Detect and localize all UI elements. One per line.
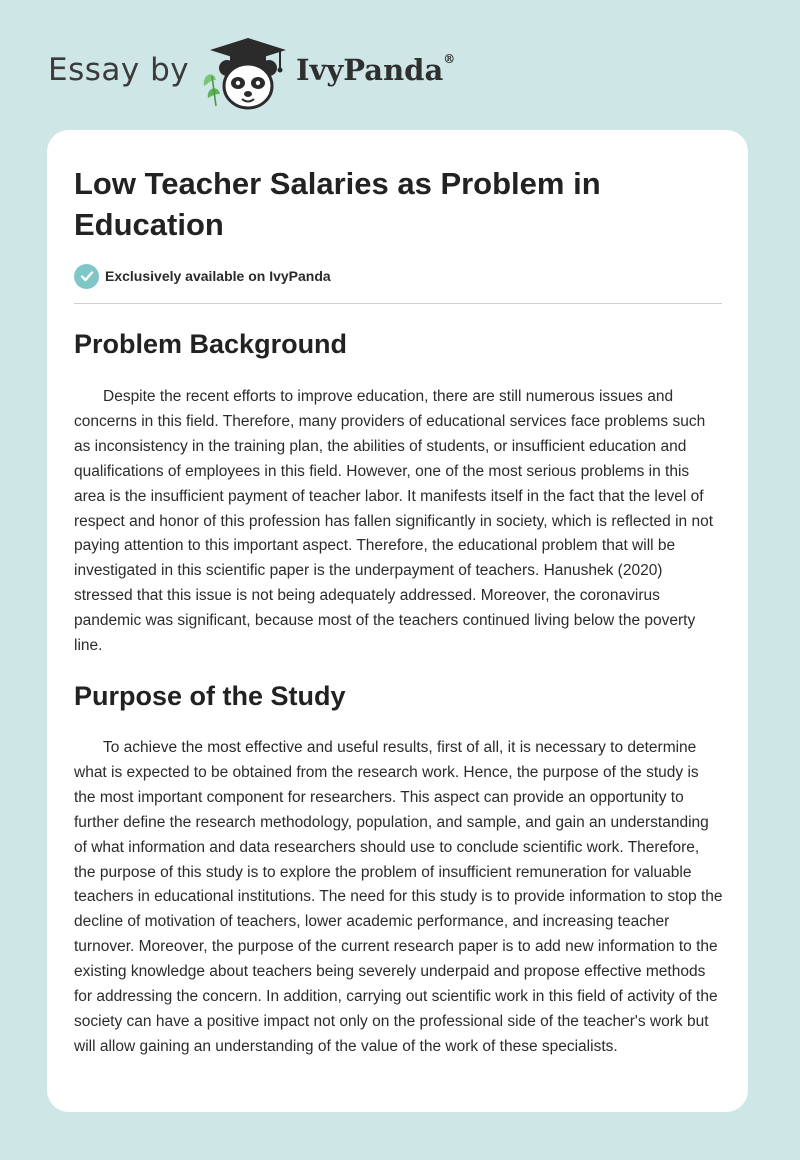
essay-by-label: Essay by xyxy=(48,52,190,88)
page-title: Low Teacher Salaries as Problem in Education xyxy=(74,166,601,242)
section-heading-purpose-of-study: Purpose of the Study xyxy=(74,681,346,711)
registered-mark: ® xyxy=(443,52,456,67)
section-body-problem-background: Despite the recent efforts to improve education, there are still numerous issues and concerns in this field. Therefore, many providers of educational services face problems such as inconsistency in the training plan, the abilities of students, or insufficient education and qualifications of employees in this field. However, one of the most serious problems in this area is the insufficient payment of teacher labor. It manifests itself in the fact that the level of respect and honor of this profession has fallen significantly in society, which is reflected in not paying attention to this important aspect. Therefore, the educational problem that will be investigated in this scientific paper is the underpayment of teachers. Hanushek (2020) stressed that this issue is not being adequately addressed. Moreover, the coronavirus pandemic was significant, because most of the teachers continued living below the poverty line. xyxy=(74,388,713,655)
brand-name[interactable] xyxy=(296,53,455,87)
section-heading-problem-background: Problem Background xyxy=(74,329,348,359)
leaf-icon xyxy=(204,74,220,106)
brand-name-text: IvyPanda xyxy=(296,53,444,87)
site-header xyxy=(0,0,800,130)
essay-card xyxy=(47,130,748,1112)
badge-label: Exclusively available on IvyPanda xyxy=(105,268,331,284)
divider xyxy=(74,303,722,304)
panda-logo-icon[interactable] xyxy=(200,36,290,112)
section-body-purpose-of-study: To achieve the most effective and useful results, first of all, it is necessary to determine what is expected to be obtained from the research work. Hence, the purpose of the study is the most important component for researchers. This aspect can provide an opportunity to further define the research methodology, population, and sample, and gain an understanding of what information and data researchers should use to conclude scientific work. Therefore, the purpose of this study is to explore the problem of insufficient remuneration for valuable teachers in educational institutions. The need for this study is to provide information to stop the decline of motivation of teachers, lower academic performance, and increasing teacher turnover. Moreover, the purpose of the current research paper is to add new information to the existing knowledge about teachers being severely underpaid and propose effective methods for addressing the concern. In addition, carrying out scientific work in this field of activity of the society can have a positive impact not only on the professional side of the teacher's work but will allow gaining an understanding of the value of the work of these specialists. xyxy=(74,739,723,1055)
panda-head-icon xyxy=(219,60,277,108)
check-icon xyxy=(74,264,99,289)
exclusive-badge xyxy=(74,263,331,289)
